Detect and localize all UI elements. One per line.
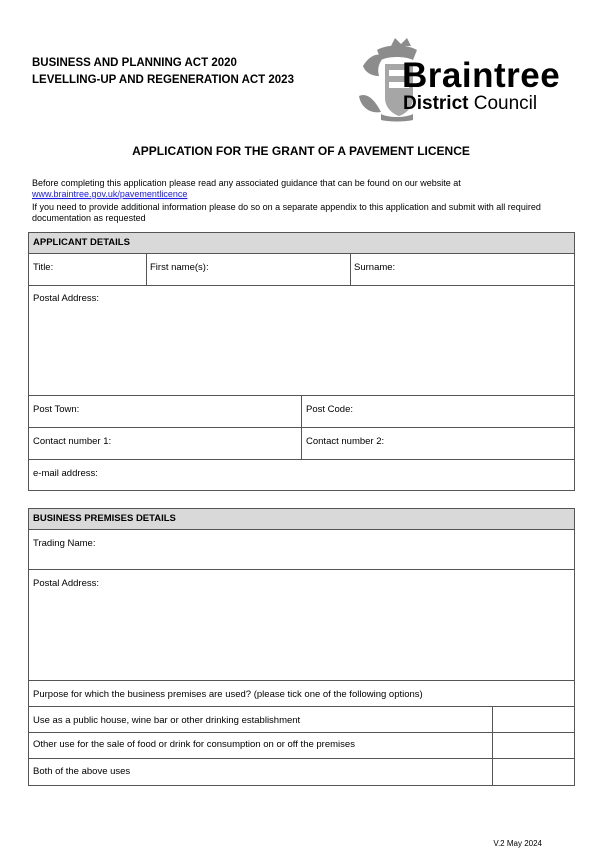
option-food-drink-tickbox[interactable] bbox=[493, 733, 574, 758]
version-label: V.2 May 2024 bbox=[493, 839, 542, 848]
acts-heading bbox=[32, 55, 294, 89]
option-food-drink-label: Other use for the sale of food or drink for consumption on or off the premises bbox=[33, 739, 355, 750]
option-drinking-establishment-label: Use as a public house, wine bar or other drinking establishment bbox=[33, 715, 301, 726]
logo-braintree: Braintree bbox=[402, 56, 561, 95]
applicant-details-heading: APPLICANT DETAILS bbox=[29, 233, 574, 253]
post-town-label: Post Town: bbox=[33, 404, 80, 415]
act-line-1: BUSINESS AND PLANNING ACT 2020 bbox=[32, 57, 237, 69]
intro-line-1: Before completing this application please read any associated guidance that can be found on our website at bbox=[32, 178, 461, 188]
page-title: APPLICATION FOR THE GRANT OF A PAVEMENT LICENCE bbox=[132, 144, 470, 158]
email-address-label: e-mail address: bbox=[33, 468, 98, 479]
logo-district: District bbox=[403, 93, 469, 114]
contact-number-1-label: Contact number 1: bbox=[33, 436, 112, 447]
option-drinking-establishment-tickbox[interactable] bbox=[493, 707, 574, 732]
business-premises-heading: BUSINESS PREMISES DETAILS bbox=[29, 509, 574, 529]
purpose-label: Purpose for which the business premises are used? (please tick one of the following options) bbox=[33, 689, 423, 700]
logo-council: Council bbox=[473, 93, 538, 114]
intro-text bbox=[32, 178, 577, 226]
contact-number-2-label: Contact number 2: bbox=[306, 436, 385, 447]
guidance-link[interactable]: www.braintree.gov.uk/pavementlicence bbox=[32, 189, 188, 199]
logo-district-council bbox=[403, 94, 537, 114]
premises-postal-address-label: Postal Address: bbox=[33, 578, 100, 589]
applicant-postal-address-label: Postal Address: bbox=[33, 293, 100, 304]
business-premises-section bbox=[28, 508, 575, 786]
option-both-uses-tickbox[interactable] bbox=[493, 759, 574, 785]
title-label: Title: bbox=[33, 262, 54, 273]
trading-name-label: Trading Name: bbox=[33, 538, 96, 549]
act-line-2: LEVELLING-UP AND REGENERATION ACT 2023 bbox=[32, 74, 294, 86]
intro-line-2: If you need to provide additional information please do so on a separate appendix to this application and submit with all required documentation as requested bbox=[32, 202, 541, 223]
option-both-uses-label: Both of the above uses bbox=[33, 766, 131, 777]
applicant-details-section bbox=[28, 232, 575, 491]
firstname-label: First name(s): bbox=[150, 262, 209, 273]
post-code-label: Post Code: bbox=[306, 404, 353, 415]
surname-label: Surname: bbox=[354, 262, 396, 273]
